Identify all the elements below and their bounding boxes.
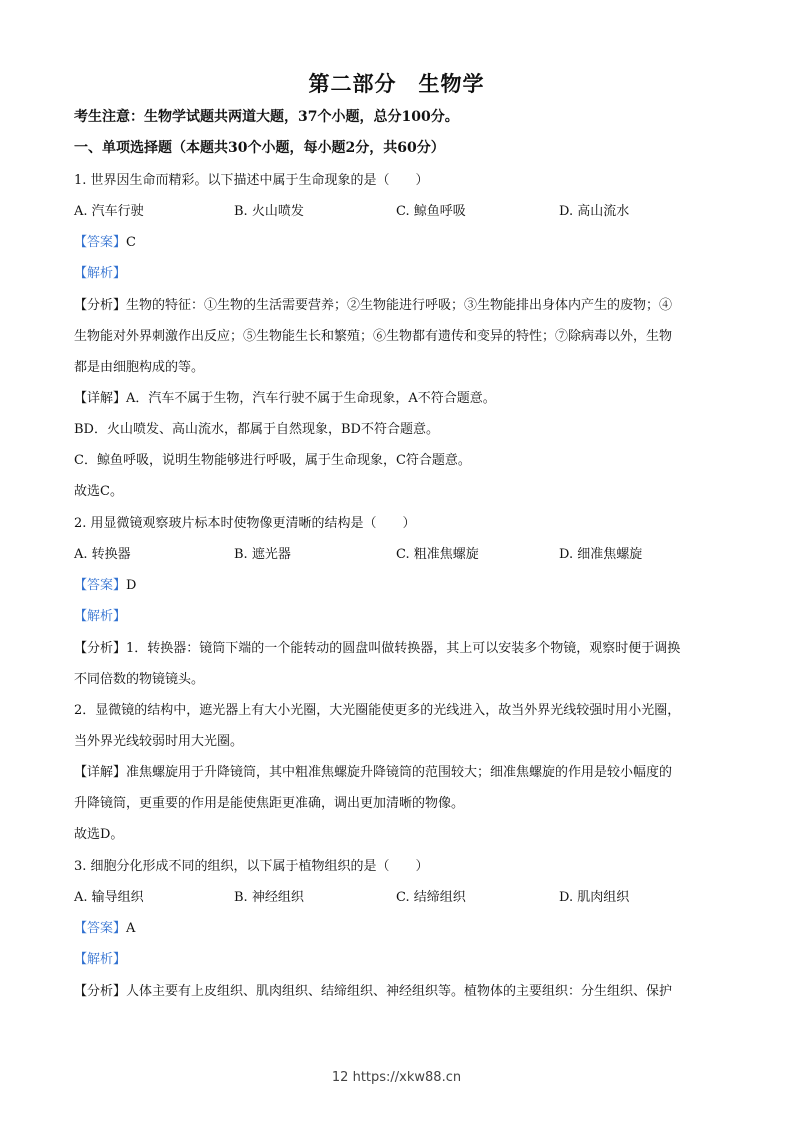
fenxi-text: 2．显微镜的结构中，遮光器上有大小光圈，大光圈能使更多的光线进入，故当外界光线较强时用小光圈，: [74, 703, 681, 718]
answer-line: [74, 234, 724, 252]
xiangjie-text: C．鲸鱼呼吸，说明生物能够进行呼吸，属于生命现象，C符合题意。: [74, 453, 471, 468]
analysis-tag: 【解析】: [74, 609, 127, 624]
answer-value: A: [126, 921, 136, 936]
answer-value: C: [126, 235, 136, 250]
fenxi-text: 1．转换器：镜筒下端的一个能转动的圆盘叫做转换器，其上可以安装多个物镜，观察时便于调换: [126, 641, 681, 656]
option-b: B. 火山喷发: [234, 204, 304, 219]
fenxi-text: 生物的特征：①生物的生活需要营养；②生物能进行呼吸；③生物能排出身体内产生的废物；④: [126, 298, 673, 313]
section-heading: 一、单项选择题（本题共30个小题，每小题2分，共60分）: [74, 140, 445, 156]
fenxi-text: 当外界光线较弱时用大光圈。: [74, 734, 244, 749]
fenxi-line: [74, 640, 724, 658]
xiangjie-text: BD．火山喷发、高山流水，都属于自然现象，BD不符合题意。: [74, 422, 439, 437]
answer-line: [74, 577, 724, 595]
option-b: B. 遮光器: [234, 547, 291, 562]
question-2-stem: 2. 用显微镜观察玻片标本时使物像更清晰的结构是（ ）: [74, 516, 416, 531]
fenxi-text: 不同倍数的物镜镜头。: [74, 672, 205, 687]
fenxi-line: [74, 297, 724, 315]
option-a: A. 转换器: [74, 547, 131, 562]
option-c: C. 结缔组织: [396, 890, 466, 905]
option-c: C. 粗准焦螺旋: [396, 547, 479, 562]
conclusion: 故选D。: [74, 827, 124, 842]
question-3-stem: 3. 细胞分化形成不同的组织，以下属于植物组织的是（ ）: [74, 859, 429, 874]
xiangjie-tag: 【详解】: [74, 765, 127, 780]
answer-tag: 【答案】: [74, 235, 127, 250]
answer-tag: 【答案】: [74, 578, 127, 593]
xiangjie-text: 升降镜筒，更重要的作用是能使焦距更准确，调出更加清晰的物像。: [74, 796, 465, 811]
option-d: D. 肌肉组织: [559, 890, 630, 905]
analysis-tag: 【解析】: [74, 266, 127, 281]
conclusion: 故选C。: [74, 484, 123, 499]
xiangjie-line: [74, 764, 724, 782]
answer-line: [74, 920, 724, 938]
answer-value: D: [126, 578, 137, 593]
fenxi-line: [74, 983, 724, 1001]
answer-tag: 【答案】: [74, 921, 127, 936]
option-d: D. 细准焦螺旋: [559, 547, 643, 562]
option-c: C. 鲸鱼呼吸: [396, 204, 466, 219]
option-a: A. 输导组织: [74, 890, 144, 905]
page-title: 第二部分 生物学: [308, 71, 485, 96]
xiangjie-tag: 【详解】: [74, 391, 127, 406]
xiangjie-text: 准焦螺旋用于升降镜筒，其中粗准焦螺旋升降镜筒的范围较大；细准焦螺旋的作用是较小幅度的: [126, 765, 673, 780]
exam-notice: 考生注意：生物学试题共两道大题，37个小题，总分100分。: [74, 109, 459, 125]
xiangjie-text: A．汽车不属于生物，汽车行驶不属于生命现象，A不符合题意。: [126, 391, 496, 406]
fenxi-text: 都是由细胞构成的等。: [74, 360, 205, 375]
fenxi-text: 人体主要有上皮组织、肌肉组织、结缔组织、神经组织等。植物体的主要组织：分生组织、保护: [126, 984, 673, 999]
option-d: D. 高山流水: [559, 204, 630, 219]
xiangjie-line: [74, 390, 724, 408]
fenxi-tag: 【分析】: [74, 641, 127, 656]
question-1-stem: 1. 世界因生命而精彩。以下描述中属于生命现象的是（ ）: [74, 173, 429, 188]
fenxi-tag: 【分析】: [74, 298, 127, 313]
option-b: B. 神经组织: [234, 890, 304, 905]
fenxi-text: 生物能对外界刺激作出反应；⑤生物能生长和繁殖；⑥生物都有遗传和变异的特性；⑦除病毒以外，生物: [74, 329, 673, 344]
page-footer[interactable]: 12 https://xkw88.cn: [331, 1070, 462, 1085]
analysis-tag: 【解析】: [74, 952, 127, 967]
fenxi-tag: 【分析】: [74, 984, 127, 999]
option-a: A. 汽车行驶: [74, 204, 144, 219]
